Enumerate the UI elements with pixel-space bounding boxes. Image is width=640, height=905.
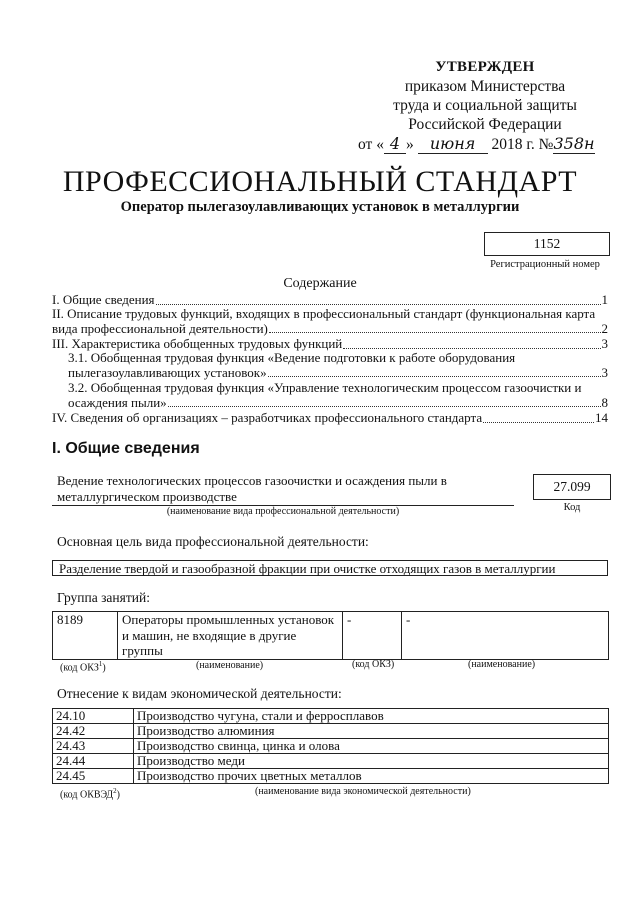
group-name-line-1: Операторы промышленных установок	[122, 612, 335, 627]
okved-name: Производство алюминия	[134, 724, 609, 739]
toc-item-text: III. Характеристика обобщенных трудовых функций	[52, 336, 343, 351]
activity-caption: (наименование вида профессиональной деятельности)	[166, 506, 400, 517]
okved-name: Производство меди	[134, 754, 609, 769]
okz-caption-2: (код ОКЗ)	[352, 659, 395, 670]
okz-name-caption: (наименование)	[196, 660, 264, 671]
approval-block	[360, 58, 610, 134]
approval-date	[358, 134, 595, 154]
okz-caption-end: )	[102, 662, 106, 674]
toc-item-page: 1	[601, 292, 608, 307]
okved-code: 24.45	[53, 769, 134, 784]
okved-code: 24.10	[53, 709, 134, 724]
okved-name: Производство прочих цветных металлов	[134, 769, 609, 784]
okved-code: 24.44	[53, 754, 134, 769]
okved-caption-end: )	[116, 789, 120, 801]
activity-code-box: 27.099	[533, 474, 611, 500]
toc-item-text: II. Описание трудовых функций, входящих в профессиональный стандарт (функциональная карта	[52, 306, 596, 321]
occupation-group-table	[52, 611, 609, 660]
okz-caption-text: (код ОКЗ	[60, 662, 99, 674]
toc-item-4[interactable]	[52, 411, 608, 426]
toc-item-text-2: пылегазоулавливающих установок»	[68, 364, 267, 380]
registration-number-box: 1152	[484, 232, 610, 256]
activity-name	[57, 473, 457, 505]
registration-caption: Регистрационный номер	[490, 259, 600, 270]
toc-item-2[interactable]	[52, 307, 608, 336]
section-heading: I. Общие сведения	[52, 440, 200, 457]
approval-heading: УТВЕРЖДЕН	[435, 59, 535, 75]
activity-line-2: металлургическом производстве	[57, 489, 237, 504]
approval-line-3: Российской Федерации	[408, 116, 562, 133]
okved-footnote-ref: 2	[113, 787, 117, 795]
toc-item-text: 3.2. Обобщенная трудовая функция «Управление технологическим процессом газоочистки и	[68, 380, 582, 395]
goal-box: Разделение твердой и газообразной фракции при очистке отходящих газов в металлургии	[52, 560, 608, 576]
toc-item-text-2: осаждения пыли»	[68, 394, 167, 410]
table-row	[53, 724, 609, 739]
okved-caption-text: (код ОКВЭД	[60, 789, 114, 801]
activity-line-1: Ведение технологических процессов газоочистки и осаждения пыли в	[57, 473, 447, 488]
group-code: 8189	[53, 612, 118, 660]
okz-name-caption-2: (наименование)	[468, 659, 536, 670]
date-mid: »	[405, 136, 414, 153]
table-row	[53, 754, 609, 769]
toc-item-page: 2	[601, 320, 608, 336]
okved-code-caption	[60, 787, 120, 800]
approval-line-1: приказом Министерства	[404, 78, 566, 95]
goal-label: Основная цель вида профессиональной деятельности:	[57, 534, 369, 549]
toc-item-page: 14	[595, 410, 608, 425]
group-code-2: -	[343, 612, 402, 660]
toc-item-text: I. Общие сведения	[52, 292, 155, 307]
table-row	[53, 709, 609, 724]
table-row	[53, 739, 609, 754]
toc-item-text: IV. Сведения об организациях – разработчиках профессионального стандарта	[52, 410, 483, 425]
toc-item-page: 8	[601, 394, 608, 410]
toc-item-text-2: вида профессиональной деятельности)	[52, 320, 268, 336]
toc-item-text: 3.1. Обобщенная трудовая функция «Ведение подготовки к работе оборудования	[68, 350, 516, 365]
okved-code: 24.43	[53, 739, 134, 754]
table-row	[53, 769, 609, 784]
date-month: июня	[418, 134, 488, 154]
okved-name: Производство чугуна, стали и ферросплавов	[134, 709, 609, 724]
date-prefix: от «	[358, 136, 384, 153]
toc-item-3-2[interactable]	[68, 381, 608, 410]
okved-table	[52, 708, 609, 784]
activity-code-caption: Код	[563, 502, 581, 513]
toc-item-page: 3	[601, 336, 608, 351]
toc-title: Содержание	[283, 276, 357, 291]
group-name	[118, 612, 343, 660]
group-label: Группа занятий:	[57, 590, 150, 605]
document-title: ПРОФЕССИОНАЛЬНЫЙ СТАНДАРТ	[62, 165, 578, 198]
okved-name: Производство свинца, цинка и олова	[134, 739, 609, 754]
toc-item-3-1[interactable]	[68, 351, 608, 380]
group-name-2: -	[402, 612, 609, 660]
toc-item-page: 3	[601, 364, 608, 380]
date-day: 4	[384, 134, 406, 154]
okved-name-caption: (наименование вида экономической деятельности)	[255, 786, 471, 797]
document-subtitle: Оператор пылегазоулавливающих установок в металлургии	[120, 199, 520, 215]
approval-line-2: труда и социальной защиты	[393, 97, 577, 114]
order-number: 358н	[553, 134, 595, 153]
okved-code: 24.42	[53, 724, 134, 739]
date-year: 2018 г. №	[491, 136, 554, 153]
group-name-line-2: и машин, не входящие в другие	[122, 627, 297, 643]
group-name-line-3: группы	[122, 643, 163, 658]
okz-footnote-ref: 1	[98, 660, 103, 668]
okz-caption	[60, 660, 106, 673]
okved-label: Отнесение к видам экономической деятельности:	[57, 686, 342, 701]
